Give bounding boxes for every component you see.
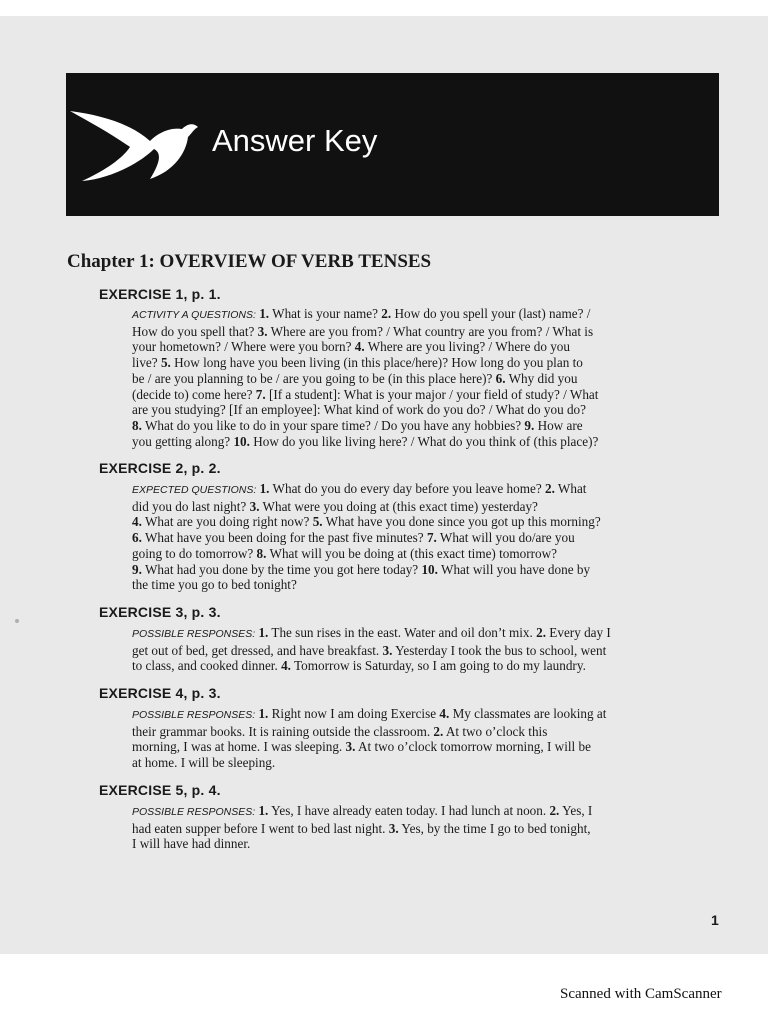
exercise-line: to class, and cooked dinner. 4. Tomorrow is Saturday, so I am going to do my laundry. (132, 658, 586, 674)
exercise-3-tag: POSSIBLE RESPONSES: (132, 628, 256, 640)
exercise-line: going to do tomorrow? 8. What will you be doing at (this exact time) tomorrow? (132, 545, 557, 561)
exercise-line: 1. The sun rises in the east. Water and oil don’t mix. 2. Every day I (258, 625, 611, 640)
exercise-3-body (132, 625, 722, 674)
exercise-line: had eaten supper before I went to bed last night. 3. Yes, by the time I go to bed tonight, (132, 820, 591, 836)
exercise-1-tag: ACTIVITY A QUESTIONS: (132, 309, 256, 321)
swallow-bird-logo (70, 93, 200, 203)
exercise-line: 1. Right now I am doing Exercise 4. My classmates are looking at (258, 706, 607, 721)
scan-speck (15, 619, 19, 623)
exercise-line: (decide to) come here? 7. [If a student]: What is your major / your field of study? / What (132, 386, 599, 402)
exercise-line: 1. Yes, I have already eaten today. I had lunch at noon. 2. Yes, I (258, 803, 593, 818)
exercise-line: be / are you planning to be / are you going to be (in this place here)? 6. Why did you (132, 370, 578, 386)
chapter-title: OVERVIEW OF VERB TENSES (159, 251, 432, 272)
exercise-line: the time you go to bed tonight? (132, 577, 297, 593)
exercise-line: get out of bed, get dressed, and have breakfast. 3. Yesterday I took the bus to school, went (132, 642, 607, 658)
exercise-line: at home. I will be sleeping. (132, 755, 276, 771)
exercise-line: are you studying? [If an employee]: What kind of work do you do? / What do you do? (132, 402, 587, 418)
exercise-line: 9. What had you done by the time you got here today? 10. What will you have done by (132, 561, 591, 577)
exercise-2-title: EXERCISE 2, p. 2. (99, 460, 221, 476)
exercise-line: 1. What do you do every day before you leave home? 2. What (259, 481, 587, 496)
page-number: 1 (711, 912, 719, 928)
exercise-2-tag: EXPECTED QUESTIONS: (132, 484, 257, 496)
header-banner (66, 73, 719, 216)
exercise-3-title: EXERCISE 3, p. 3. (99, 604, 221, 620)
exercise-4-tag: POSSIBLE RESPONSES: (132, 709, 256, 721)
exercise-5-body (132, 803, 722, 852)
exercise-line: their grammar books. It is raining outside the classroom. 2. At two o’clock this (132, 723, 548, 739)
exercise-4-body (132, 706, 722, 771)
exercise-line: I will have had dinner. (132, 836, 251, 852)
page-title: Answer Key (212, 123, 378, 158)
exercise-line: morning, I was at home. I was sleeping. 3. At two o’clock tomorrow morning, I will be (132, 739, 591, 755)
exercise-5-tag: POSSIBLE RESPONSES: (132, 806, 256, 818)
exercise-line: live? 5. How long have you been living (in this place/here)? How long do you plan to (132, 355, 583, 371)
exercise-line: 8. What do you like to do in your spare time? / Do you have any hobbies? 9. How are (132, 417, 583, 433)
chapter-heading (67, 251, 431, 273)
exercise-line: your hometown? / Where were you born? 4. Where are you living? / Where do you (132, 339, 570, 355)
exercise-line: did you do last night? 3. What were you doing at (this exact time) yesterday? (132, 498, 538, 514)
exercise-line: you getting along? 10. How do you like living here? / What do you think of (this place)? (132, 433, 599, 449)
exercise-5-title: EXERCISE 5, p. 4. (99, 782, 221, 798)
exercise-line: How do you spell that? 3. Where are you from? / What country are you from? / What is (132, 323, 594, 339)
chapter-prefix: Chapter 1: (67, 251, 155, 272)
exercise-line: 4. What are you doing right now? 5. What have you done since you got up this morning? (132, 514, 601, 530)
exercise-4-title: EXERCISE 4, p. 3. (99, 685, 221, 701)
exercise-1-title: EXERCISE 1, p. 1. (99, 286, 221, 302)
exercise-line: 1. What is your name? 2. How do you spell your (last) name? / (259, 306, 591, 321)
exercise-1-body (132, 306, 722, 449)
scanned-page (0, 16, 768, 954)
scanner-watermark: Scanned with CamScanner (560, 986, 722, 1002)
exercise-2-body (132, 481, 722, 593)
exercise-line: 6. What have you been doing for the past five minutes? 7. What will you do/are you (132, 530, 575, 546)
